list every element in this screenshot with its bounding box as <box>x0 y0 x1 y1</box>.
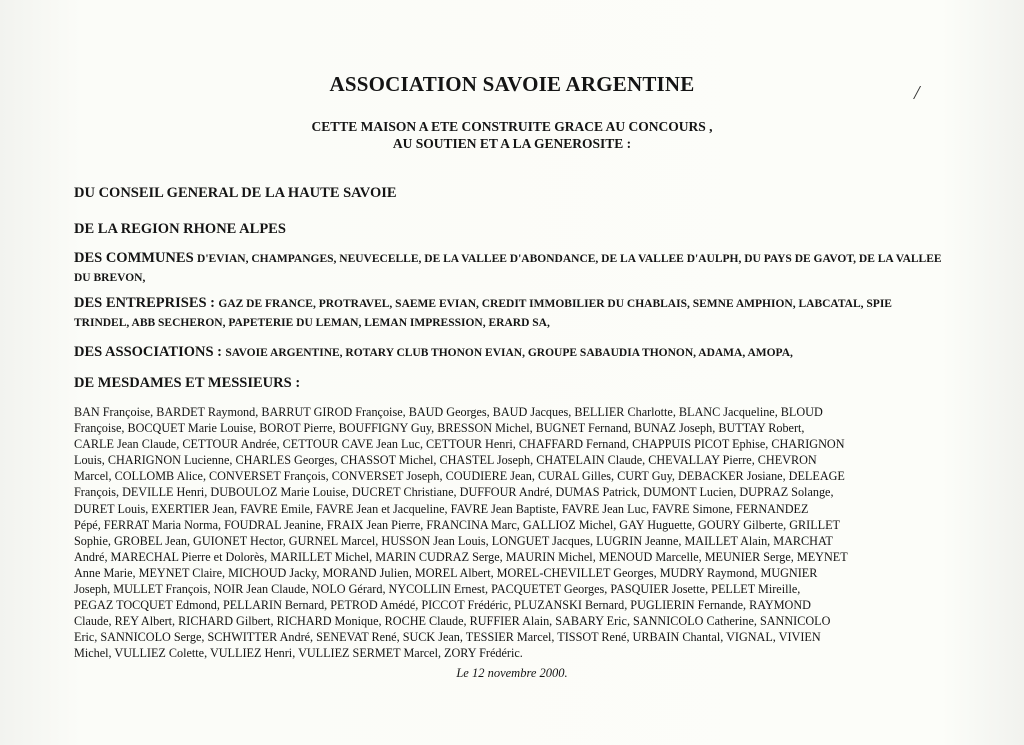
names-line: Joseph, MULLET François, NOIR Jean Claude, NOLO Gérard, NYCOLLIN Ernest, PACQUETET Georges, PASQUIER Josette, PELLET Mireille, <box>74 582 801 597</box>
section-conseil-general <box>74 184 944 202</box>
document-date: Le 12 novembre 2000. <box>456 666 568 680</box>
names-line: André, MARECHAL Pierre et Dolorès, MARILLET Michel, MARIN CUDRAZ Serge, MAURIN Michel, MENOUD Marcelle, MEUNIER Serge, MEYNET <box>74 549 848 564</box>
document-title: ASSOCIATION SAVOIE ARGENTINE <box>329 72 695 96</box>
section-items: GAZ DE FRANCE, PROTRAVEL, SAEME EVIAN, CREDIT IMMOBILIER DU CHABLAIS, SEMNE AMPHION, LABCATAL, SPIE TRINDEL, ABB SECHERON, PAPETERIE DU LEMAN, LEMAN IMPRESSION, ERARD SA, <box>74 298 892 329</box>
names-line: Eric, SANNICOLO Serge, SCHWITTER André, SENEVAT René, SUCK Jean, TESSIER Marcel, TISSOT René, URBAIN Chantal, VIGNAL, VIVIEN <box>74 630 821 645</box>
names-line: Sophie, GROBEL Jean, GUIONET Hector, GURNEL Marcel, HUSSON Jean Louis, LONGUET Jacques, LUGRIN Jeanne, MAILLET Alain, MARCHAT <box>74 533 833 548</box>
section-communes <box>74 249 944 287</box>
names-line: PEGAZ TOCQUET Edmond, PELLARIN Bernard, PETROD Amédé, PICCOT Frédéric, PLUZANSKI Bernard, PUGLIERIN Fernande, RAYMOND <box>74 598 811 613</box>
section-region <box>74 220 944 238</box>
subtitle-line-2: AU SOUTIEN ET A LA GENEROSITE : <box>392 136 632 151</box>
names-line: Pépé, FERRAT Maria Norma, FOUDRAL Jeanine, FRAIX Jean Pierre, FRANCINA Marc, GALLIOZ Michel, GAY Huguette, GOURY Gilberte, GRILLET <box>74 517 841 532</box>
names-line: BAN Françoise, BARDET Raymond, BARRUT GIROD Françoise, BAUD Georges, BAUD Jacques, BELLIER Charlotte, BLANC Jacqueline, BLOUD <box>74 405 823 419</box>
section-heading: DES COMMUNES <box>74 250 194 266</box>
donor-names-list <box>74 404 940 662</box>
subtitle-line-1: CETTE MAISON A ETE CONSTRUITE GRACE AU CONCOURS , <box>311 119 713 134</box>
section-heading: DU CONSEIL GENERAL DE LA HAUTE SAVOIE <box>74 185 397 201</box>
names-line: François, DEVILLE Henri, DUBOULOZ Marie Louise, DUCRET Christiane, DUFFOUR André, DUMAS Patrick, DUMONT Lucien, DUPRAZ Solange, <box>74 485 834 500</box>
section-heading: DE LA REGION RHONE ALPES <box>74 221 286 237</box>
names-line: Françoise, BOCQUET Marie Louise, BOROT Pierre, BOUFFIGNY Guy, BRESSON Michel, BUGNET Fernand, BUNAZ Joseph, BUTTAY Robert, <box>74 421 805 436</box>
names-line: Claude, REY Albert, RICHARD Gilbert, RICHARD Monique, ROCHE Claude, RUFFIER Alain, SABARY Eric, SANNICOLO Catherine, SANNICOLO <box>74 614 831 629</box>
names-line: DURET Louis, EXERTIER Jean, FAVRE Emile, FAVRE Jean et Jacqueline, FAVRE Jean Baptiste, FAVRE Jean Luc, FAVRE Simone, FERNANDEZ <box>74 501 809 516</box>
section-items: SAVOIE ARGENTINE, ROTARY CLUB THONON EVIAN, GROUPE SABAUDIA THONON, ADAMA, AMOPA, <box>225 347 793 359</box>
section-heading: DES ASSOCIATIONS : <box>74 344 223 360</box>
section-mesdames-messieurs <box>74 374 944 392</box>
section-heading: DE MESDAMES ET MESSIEURS : <box>74 375 301 391</box>
names-line: Marcel, COLLOMB Alice, CONVERSET François, CONVERSET Joseph, COUDIERE Jean, CURAL Gilles, CURT Guy, DEBACKER Josiane, DELEAGE <box>74 469 845 484</box>
section-entreprises <box>74 294 944 332</box>
section-items: D'EVIAN, CHAMPANGES, NEUVECELLE, DE LA VALLEE D'ABONDANCE, DE LA VALLEE D'AULPH, DU PAYS DE GAVOT, DE LA VALLEE DU BREVON, <box>74 253 942 284</box>
corner-mark: / <box>914 82 920 104</box>
names-line: Michel, VULLIEZ Colette, VULLIEZ Henri, VULLIEZ SERMET Marcel, ZORY Frédéric. <box>74 646 523 661</box>
names-line: CARLE Jean Claude, CETTOUR Andrée, CETTOUR CAVE Jean Luc, CETTOUR Henri, CHAFFARD Fernand, CHAPPUIS PICOT Ephise, CHARIGNON <box>74 437 845 452</box>
names-line: Anne Marie, MEYNET Claire, MICHOUD Jacky, MORAND Julien, MOREL Albert, MOREL-CHEVILLET Georges, MUDRY Raymond, MUGNIER <box>74 565 818 580</box>
document-subtitle <box>0 118 1024 152</box>
names-line: Louis, CHARIGNON Lucienne, CHARLES Georges, CHASSOT Michel, CHASTEL Joseph, CHATELAIN Claude, CHEVALLAY Pierre, CHEVRON <box>74 453 817 468</box>
section-heading: DES ENTREPRISES : <box>74 295 216 311</box>
section-associations <box>74 343 944 362</box>
